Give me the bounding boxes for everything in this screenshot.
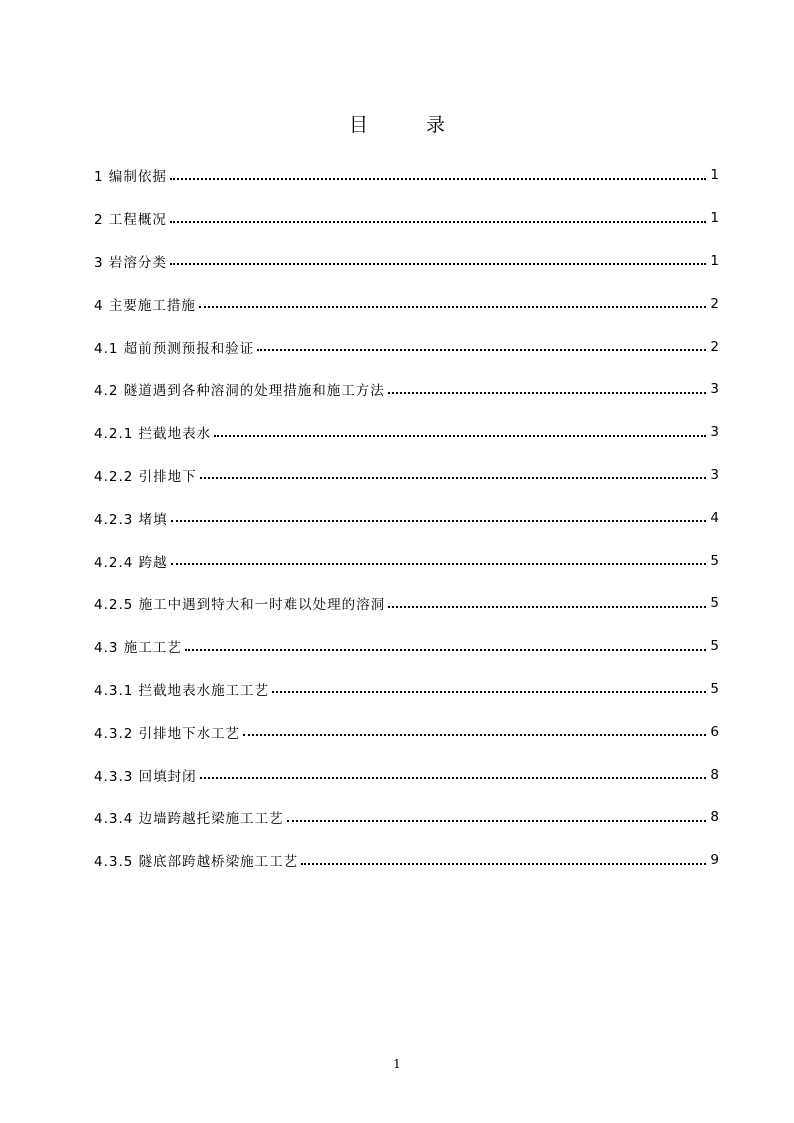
toc-entry-page: 8 bbox=[710, 809, 719, 826]
toc-entry[interactable] bbox=[94, 839, 719, 882]
toc-entry-page: 4 bbox=[710, 509, 719, 526]
toc-entry[interactable] bbox=[94, 796, 719, 839]
dot-leader bbox=[171, 519, 706, 522]
toc-entry-page: 9 bbox=[710, 852, 719, 869]
toc-entry-label: 4.3.5 隧底部跨越桥梁施工工艺 bbox=[94, 854, 299, 871]
toc-entry[interactable] bbox=[94, 625, 719, 668]
dot-leader bbox=[388, 391, 706, 394]
toc-entry-label: 3 岩溶分类 bbox=[94, 254, 167, 271]
toc-entry-label: 4.3 施工工艺 bbox=[94, 640, 182, 657]
dot-leader bbox=[171, 562, 706, 565]
toc-title-char-1: 目 bbox=[348, 114, 368, 136]
toc-entry-label: 4 主要施工措施 bbox=[94, 297, 196, 314]
toc-entry-page: 1 bbox=[710, 210, 719, 227]
toc-entry[interactable] bbox=[94, 753, 719, 796]
dot-leader bbox=[301, 862, 706, 865]
toc-entry-page: 3 bbox=[710, 466, 719, 483]
dot-leader bbox=[287, 819, 706, 822]
dot-leader bbox=[388, 605, 706, 608]
toc-entry[interactable] bbox=[94, 197, 719, 240]
toc-entry[interactable] bbox=[94, 240, 719, 283]
toc-entry-page: 3 bbox=[710, 424, 719, 441]
dot-leader bbox=[170, 220, 706, 223]
toc-entry-label: 4.3.2 引排地下水工艺 bbox=[94, 725, 241, 742]
toc-entry[interactable] bbox=[94, 154, 719, 197]
dot-leader bbox=[200, 476, 706, 479]
toc-entry[interactable] bbox=[94, 454, 719, 497]
toc-entry-page: 1 bbox=[710, 167, 719, 184]
toc-entry-label: 2 工程概况 bbox=[94, 212, 167, 229]
toc-entry[interactable] bbox=[94, 368, 719, 411]
toc-entry-page: 5 bbox=[710, 680, 719, 697]
dot-leader bbox=[272, 690, 706, 693]
dot-leader bbox=[199, 305, 706, 308]
toc-entry[interactable] bbox=[94, 539, 719, 582]
page-number: 1 bbox=[393, 1057, 401, 1071]
dot-leader bbox=[170, 262, 706, 265]
toc-entry[interactable] bbox=[94, 411, 719, 454]
toc-entry-label: 4.3.3 回填封闭 bbox=[94, 768, 197, 785]
toc-entry[interactable] bbox=[94, 282, 719, 325]
toc-entry-page: 6 bbox=[710, 723, 719, 740]
toc-entry-page: 1 bbox=[710, 252, 719, 269]
dot-leader bbox=[170, 177, 706, 180]
dot-leader bbox=[243, 733, 706, 736]
toc-entry-label: 4.2.3 堵填 bbox=[94, 511, 168, 528]
toc-entry-label: 4.2.5 施工中遇到特大和一时难以处理的溶洞 bbox=[94, 597, 386, 614]
toc-entry-page: 5 bbox=[710, 638, 719, 655]
dot-leader bbox=[257, 348, 706, 351]
toc-entry-page: 5 bbox=[710, 552, 719, 569]
toc-entry-label: 1 编制依据 bbox=[94, 169, 167, 186]
toc-entry-label: 4.2.2 引排地下 bbox=[94, 468, 197, 485]
toc-entry-page: 8 bbox=[710, 766, 719, 783]
toc-entry[interactable] bbox=[94, 325, 719, 368]
toc-title bbox=[0, 110, 794, 137]
toc-entry[interactable] bbox=[94, 496, 719, 539]
toc-entry-label: 4.3.4 边墙跨越托梁施工工艺 bbox=[94, 811, 284, 828]
toc-entry-label: 4.2.1 拦截地表水 bbox=[94, 426, 212, 443]
dot-leader bbox=[200, 776, 706, 779]
toc-entry-page: 5 bbox=[710, 595, 719, 612]
toc-entry-page: 2 bbox=[710, 338, 719, 355]
dot-leader bbox=[214, 434, 706, 437]
toc-entry[interactable] bbox=[94, 710, 719, 753]
toc-entry-page: 3 bbox=[710, 381, 719, 398]
toc-entry-label: 4.1 超前预测预报和验证 bbox=[94, 340, 255, 357]
toc-entry-label: 4.3.1 拦截地表水施工工艺 bbox=[94, 682, 270, 699]
dot-leader bbox=[185, 648, 706, 651]
toc-list bbox=[94, 154, 719, 882]
toc-entry[interactable] bbox=[94, 668, 719, 711]
toc-entry-label: 4.2.4 跨越 bbox=[94, 554, 168, 571]
toc-entry-label: 4.2 隧道遇到各种溶洞的处理措施和施工方法 bbox=[94, 383, 385, 400]
toc-entry[interactable] bbox=[94, 582, 719, 625]
toc-entry-page: 2 bbox=[710, 295, 719, 312]
toc-title-char-2: 录 bbox=[426, 114, 446, 136]
